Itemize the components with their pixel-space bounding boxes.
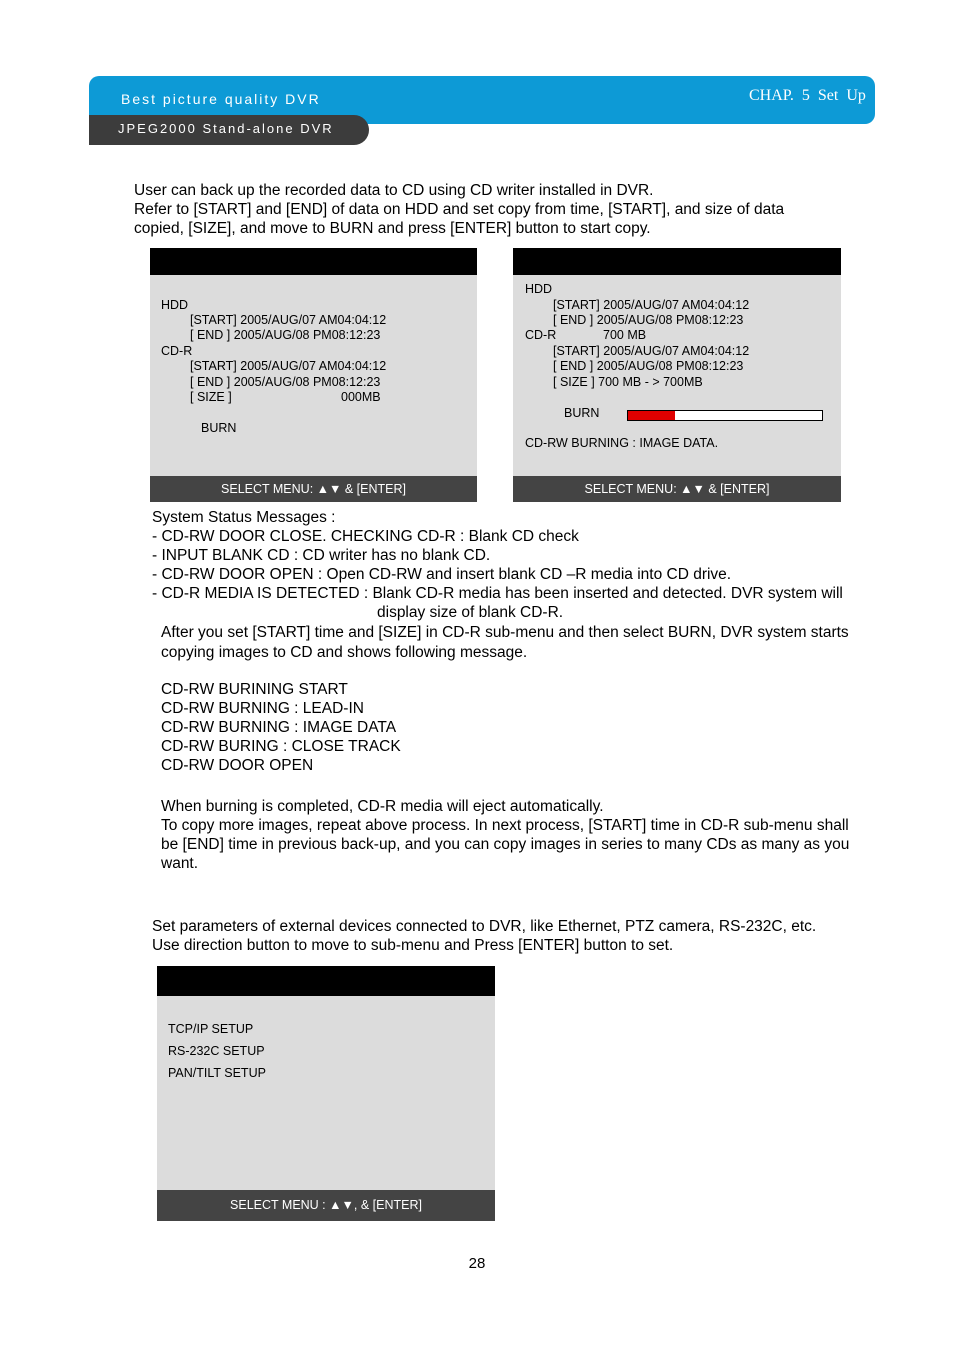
after-set-paragraph: [161, 623, 849, 663]
cdr-burning-screen: [513, 248, 841, 502]
screen-footer: SELECT MENU: ▲▼ & [ENTER]: [513, 476, 841, 502]
status-line: - INPUT BLANK CD : CD writer has no blank CD.: [152, 547, 491, 564]
status-line: - CD-R MEDIA IS DETECTED : Blank CD-R media has been inserted and detected. DVR system will: [152, 585, 843, 602]
paragraph-line: want.: [161, 855, 199, 872]
paragraph-line: Set parameters of external devices connected to DVR, like Ethernet, PTZ camera, RS-232C, etc.: [152, 918, 817, 935]
hdd-label: HDD: [525, 282, 553, 296]
status-line: - CD-RW DOOR CLOSE. CHECKING CD-R : Blank CD check: [152, 528, 579, 545]
burn-message: CD-RW BURNING : LEAD-IN: [161, 700, 364, 717]
cdr-start-field: [START] 2005/AUG/07 AM04:04:12: [553, 344, 750, 358]
subtitle-label: JPEG2000 Stand-alone DVR: [118, 121, 334, 136]
chapter-label: CHAP. 5 Set Up: [749, 87, 866, 104]
status-line: display size of blank CD-R.: [377, 604, 564, 621]
screen-header-bar: [150, 248, 477, 275]
size-label: [ SIZE ]: [190, 390, 232, 404]
external-paragraph: [152, 917, 816, 955]
cdr-label: CD-R: [525, 328, 557, 342]
cdr-start-field[interactable]: [START] 2005/AUG/07 AM04:04:12: [190, 359, 387, 373]
burn-progress-bar: [627, 410, 823, 421]
size-field[interactable]: 000MB: [341, 390, 381, 404]
screen-footer: SELECT MENU: ▲▼ & [ENTER]: [150, 476, 477, 502]
paragraph-line: copying images to CD and shows following message.: [161, 644, 528, 661]
status-line: - CD-RW DOOR OPEN : Open CD-RW and insert blank CD –R media into CD drive.: [152, 566, 732, 583]
screen-footer: SELECT MENU : ▲▼, & [ENTER]: [157, 1190, 495, 1221]
intro-paragraph: [134, 181, 784, 238]
header-title: Best picture quality DVR: [121, 91, 321, 107]
cdr-backup-screen: [150, 248, 477, 502]
burn-label: BURN: [564, 406, 600, 420]
burn-message: CD-RW DOOR OPEN: [161, 757, 314, 774]
paragraph-line: be [END] time in previous back-up, and you can copy images in series to many CDs as many as you: [161, 836, 850, 853]
intro-line: User can back up the recorded data to CD using CD writer installed in DVR.: [134, 182, 654, 199]
burn-message: CD-RW BURNING : IMAGE DATA: [161, 719, 397, 736]
hdd-start: [START] 2005/AUG/07 AM04:04:12: [190, 313, 387, 327]
hdd-end: [ END ] 2005/AUG/08 PM08:12:23: [553, 313, 744, 327]
paragraph-line: Use direction button to move to sub-menu and Press [ENTER] button to set.: [152, 937, 674, 954]
hdd-end: [ END ] 2005/AUG/08 PM08:12:23: [190, 328, 381, 342]
burn-button[interactable]: BURN: [201, 421, 237, 435]
screen-header-bar: [513, 248, 841, 275]
cdr-label: CD-R: [161, 344, 193, 358]
completion-paragraph: [161, 797, 849, 873]
paragraph-line: After you set [START] time and [SIZE] in CD-R sub-menu and then select BURN, DVR system starts: [161, 624, 849, 641]
cdr-end-field[interactable]: [ END ] 2005/AUG/08 PM08:12:23: [190, 375, 381, 389]
burn-progress-fill: [628, 411, 675, 420]
status-heading: System Status Messages :: [152, 509, 336, 526]
hdd-start: [START] 2005/AUG/07 AM04:04:12: [553, 298, 750, 312]
page-number: 28: [468, 1255, 486, 1272]
cdr-end-field: [ END ] 2005/AUG/08 PM08:12:23: [553, 359, 744, 373]
burn-message: CD-RW BURING : CLOSE TRACK: [161, 738, 401, 755]
intro-line: copied, [SIZE], and move to BURN and press [ENTER] button to start copy.: [134, 220, 651, 237]
cdr-capacity: 700 MB: [603, 328, 647, 342]
burn-messages: [161, 680, 401, 775]
intro-line: Refer to [START] and [END] of data on HDD and set copy from time, [START], and size of data: [134, 201, 785, 218]
size-line: [ SIZE ] 700 MB - > 700MB: [553, 375, 703, 389]
hdd-label: HDD: [161, 298, 189, 312]
external-device-screen: [157, 966, 495, 1221]
paragraph-line: To copy more images, repeat above process. In next process, [START] time in CD-R sub-menu shall: [161, 817, 849, 834]
burn-status: CD-RW BURNING : IMAGE DATA.: [525, 436, 719, 450]
menu-item-rs232c[interactable]: RS-232C SETUP: [168, 1044, 265, 1058]
menu-item-pantilt[interactable]: PAN/TILT SETUP: [168, 1066, 266, 1080]
paragraph-line: When burning is completed, CD-R media will eject automatically.: [161, 798, 604, 815]
menu-item-tcpip[interactable]: TCP/IP SETUP: [168, 1022, 254, 1036]
status-messages: [152, 508, 843, 622]
burn-message: CD-RW BURINING START: [161, 681, 348, 698]
screen-header-bar: [157, 966, 495, 996]
